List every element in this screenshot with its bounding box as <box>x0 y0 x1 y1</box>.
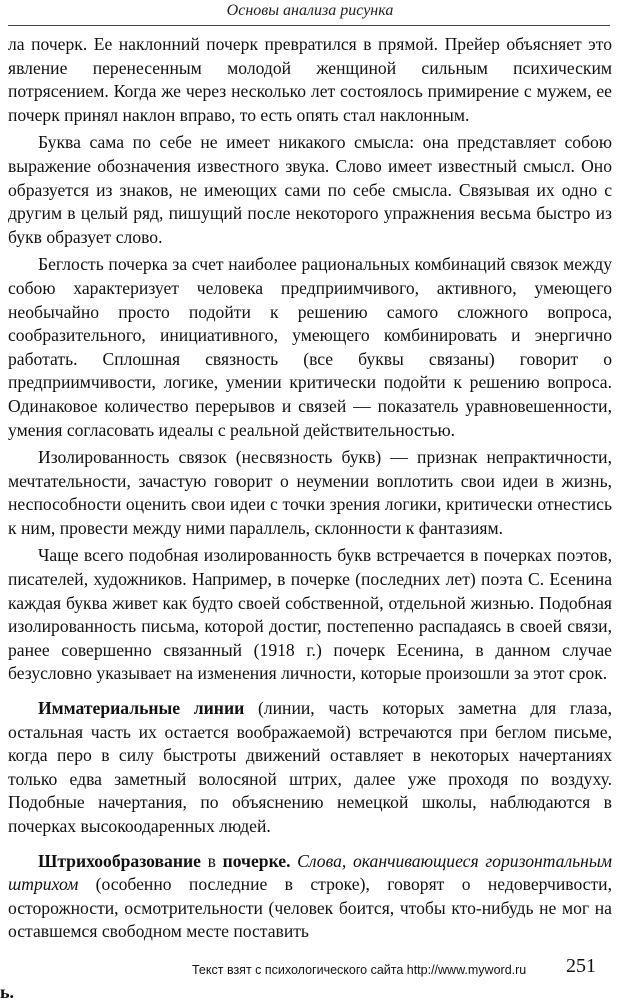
running-title: Основы анализа рисунка <box>226 2 394 19</box>
paragraph-5: Чаще всего подобная изолированность букв встречается в почерках поэтов, писателей, художников. Например, в почерке (последних лет) поэта С. Есенина каждая буква живет как будто своей собственной, отдельной жизнью. Подобная изолированность письма, которой достиг, постепенно распадаясь в своей связи, ранее совершенно связанный (1918 г.) почерк Есенина, в данном случае безусловно указывает на изменения личности, которые произошли за этот срок. <box>8 545 612 684</box>
term-immaterial-lines: Имматериальные линии <box>38 698 245 719</box>
paragraph-3: Беглость почерка за счет наиболее рациональных комбинаций связок между собою характеризует человека предприимчивого, активного, умеющего необычайно просто подойти к решению самого сложного вопроса, сообразительного, инициативного, умеющего комбинировать и энергично работать. Сплошная связность (все буквы связаны) говорит о предприимчивости, логике, умении критически подойти к решению вопроса. Одинаковое количество перерывов и связей — показатель уравновешенности, умения согласовать идеалы с реальной действительностью. <box>8 254 612 440</box>
page-body <box>8 33 612 944</box>
paragraph-6 <box>8 697 612 839</box>
paragraph-4: Изолированность связок (несвязность букв) — признак непрактичности, мечтательности, зачастую говорит о неумении воплотить свои идеи в жизнь, неспособности оценить свои идеи с точки зрения логики, критически отнестись к ним, провести между ними параллель, склонности к фантазиям. <box>8 447 612 538</box>
header-rule <box>8 25 610 26</box>
paragraph-6-text: (линии, часть которых заметна для глаза, остальная часть их остается воображаемой) встречаются при беглом письме, когда перо в силу быстроты движений оставляет в некоторых начертаниях только едва заметный волосяной штрих, далее уже проходя по воздуху. Подобные начертания, по объяснению немецкой школы, наблюдаются в почерках высокоодаренных людей. <box>8 698 612 836</box>
corner-glyph: ь. <box>0 982 15 1002</box>
paragraph-7-connector: в <box>200 850 223 871</box>
paragraph-7-italic: Слова, оканчивающиеся горизонтальным штрихом <box>8 850 612 895</box>
paragraph-7 <box>8 850 612 944</box>
source-note: Текст взят с психологического сайта http://www.myword.ru <box>192 963 527 977</box>
term-in-handwriting: почерке. <box>222 850 291 871</box>
page-number: 251 <box>566 955 596 977</box>
paragraph-2: Буква сама по себе не имеет никакого смысла: она представляет собою выражение обозначения известного звука. Слово имеет известный смысл. Оно образуется из знаков, не имеющих сами по себе смысла. Связывая их одно с другим в целый ряд, пишущий после некоторого упражнения весьма быстро из букв образует слово. <box>8 132 612 247</box>
paragraph-7-text: (особенно последние в строке), говорят о недоверчивости, осторожности, осмотрительности (человек боится, чтобы кто-нибудь не мог на оставшемся свободном месте поставить <box>8 874 612 942</box>
term-stroke-formation: Штрихообразование <box>38 850 201 871</box>
paragraph-1: ла почерк. Ее наклонний почерк превратился в прямой. Прейер объясняет это явление перенесенным молодой женщиной сильным психическим потрясением. Когда же через несколько лет состоялось примирение с мужем, ее почерк принял наклон вправо, то есть опять стал наклонным. <box>8 34 612 125</box>
